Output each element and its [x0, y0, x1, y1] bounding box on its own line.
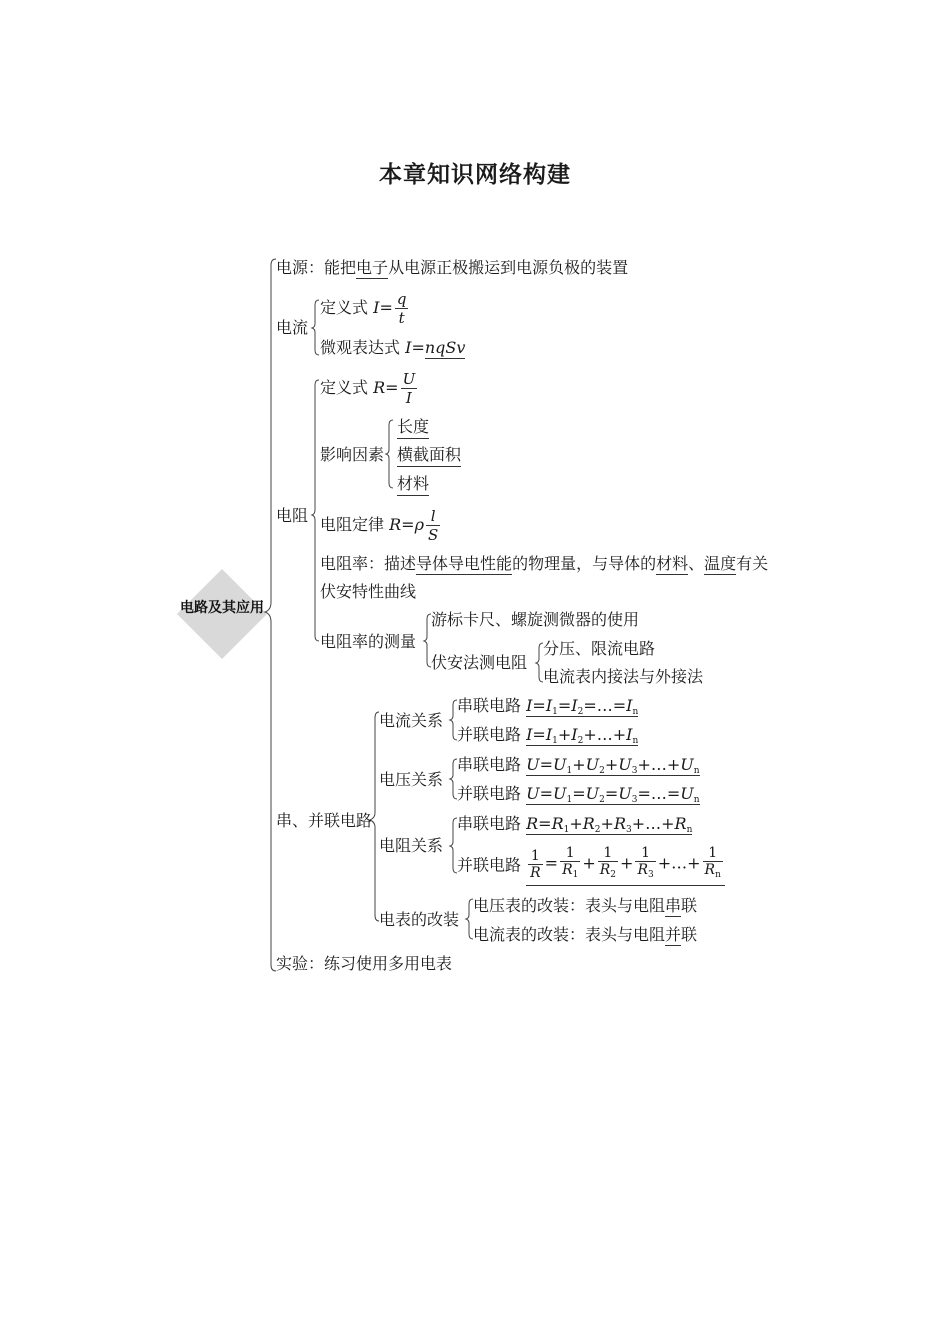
page-title: 本章知识网络构建	[379, 162, 571, 188]
eq-resistance-parallel: $\frac{1}{R}$ = $\frac{1}{R_1}$ + $\frac{1}{R_2}$ + $\frac{1}{R_3}$ +…+ $\frac{1}{R_n}$	[526, 845, 725, 886]
voltage-rel-brace	[450, 759, 457, 799]
measure-brace	[424, 614, 431, 667]
eq-resistance-series: $R=R_1+R_2+R_3+\dots+R_n$	[526, 814, 693, 835]
current-label: 电流	[276, 318, 309, 337]
measure-tools: 游标卡尺、螺旋测微器的使用	[431, 610, 640, 629]
blank-conductivity: 导体导电性能	[416, 554, 513, 573]
va-method-label: 伏安法测电阻	[431, 653, 528, 672]
resistance-brace	[312, 380, 319, 641]
va-method-1: 分压、限流电路	[543, 639, 656, 658]
va-method-2: 电流表内接法与外接法	[543, 667, 704, 686]
source-row: 电源：能把电子从电源正极搬运到电源负极的装置	[276, 258, 629, 277]
factors-label: 影响因素	[320, 445, 385, 464]
current-parallel: 并联电路 $I=I_1+I_2+\dots+I_n$	[457, 725, 639, 746]
resistance-rel-brace	[450, 818, 457, 873]
eq-voltage-parallel: $U=U_1=U_2=U_3=\dots=U_n$	[526, 784, 700, 805]
factor-area: 横截面积	[397, 445, 461, 467]
resistance-parallel: 并联电路 $\frac{1}{R}$ = $\frac{1}{R_1}$ + $\frac{1}{R_2}$ + $\frac{1}{R_3}$ +…+ $\frac{1}{R_n}$	[457, 845, 725, 886]
blank-material: 材料	[656, 554, 689, 573]
current-rel-label: 电流关系	[379, 711, 444, 730]
source-label: 电源	[276, 258, 309, 277]
experiment-row: 实验：练习使用多用电表	[276, 954, 453, 973]
resistance-series: 串联电路 $R=R_1+R_2+R_3+\dots+R_n$	[457, 814, 693, 835]
meter-brace	[466, 899, 473, 939]
current-brace	[312, 300, 319, 355]
eq-voltage-series: $U=U_1+U_2+U_3+\dots+U_n$	[526, 755, 700, 776]
blank-parallel: 并	[665, 925, 682, 944]
eq-current-series: $I=I_1=I_2=\dots=I_n$	[526, 696, 639, 717]
experiment-label: 实验	[276, 954, 309, 973]
voltage-rel-label: 电压关系	[379, 770, 444, 789]
blank-temperature: 温度	[704, 554, 737, 573]
current-micro: 微观表达式 I=nqSv	[320, 338, 466, 357]
main-brace	[265, 259, 276, 971]
current-rel-brace	[450, 700, 457, 740]
va-brace	[536, 643, 543, 682]
measure-label: 电阻率的测量	[320, 632, 417, 651]
resistance-def: 定义式 R= $\frac{U}{I}$	[320, 370, 416, 407]
eq-current-parallel: $I=I_1+I_2+\dots+I_n$	[526, 725, 639, 746]
resistance-label: 电阻	[276, 506, 309, 525]
resistivity-row: 电阻率：描述导体导电性能的物理量，与导体的材料、温度有关	[320, 554, 769, 573]
voltage-parallel: 并联电路 $U=U_1=U_2=U_3=\dots=U_n$	[457, 784, 700, 805]
blank-series: 串	[665, 896, 682, 915]
circuits-label: 串、并联电路	[276, 811, 373, 830]
resistance-law: 电阻定律 R=ρ $\frac{l}{S}$	[320, 507, 439, 544]
blank-electron: 电子	[356, 258, 389, 277]
voltmeter-row: 电压表的改装：表头与电阻串联	[473, 896, 698, 915]
current-series: 串联电路 $I=I_1=I_2=\dots=I_n$	[457, 696, 639, 717]
meter-label: 电表的改装	[379, 910, 460, 929]
resistance-rel-label: 电阻关系	[379, 836, 444, 855]
va-curve: 伏安特性曲线	[320, 582, 417, 601]
factor-length: 长度	[397, 417, 429, 439]
blank-nqsv: nqSv	[424, 338, 466, 357]
factor-material: 材料	[397, 474, 429, 496]
ammeter-row: 电流表的改装：表头与电阻并联	[473, 925, 698, 944]
factors-brace	[386, 420, 393, 488]
voltage-series: 串联电路 $U=U_1+U_2+U_3+\dots+U_n$	[457, 755, 700, 776]
root-label: 电路及其应用	[180, 600, 264, 616]
current-def: 定义式 I= $\frac{q}{t}$	[320, 290, 407, 327]
